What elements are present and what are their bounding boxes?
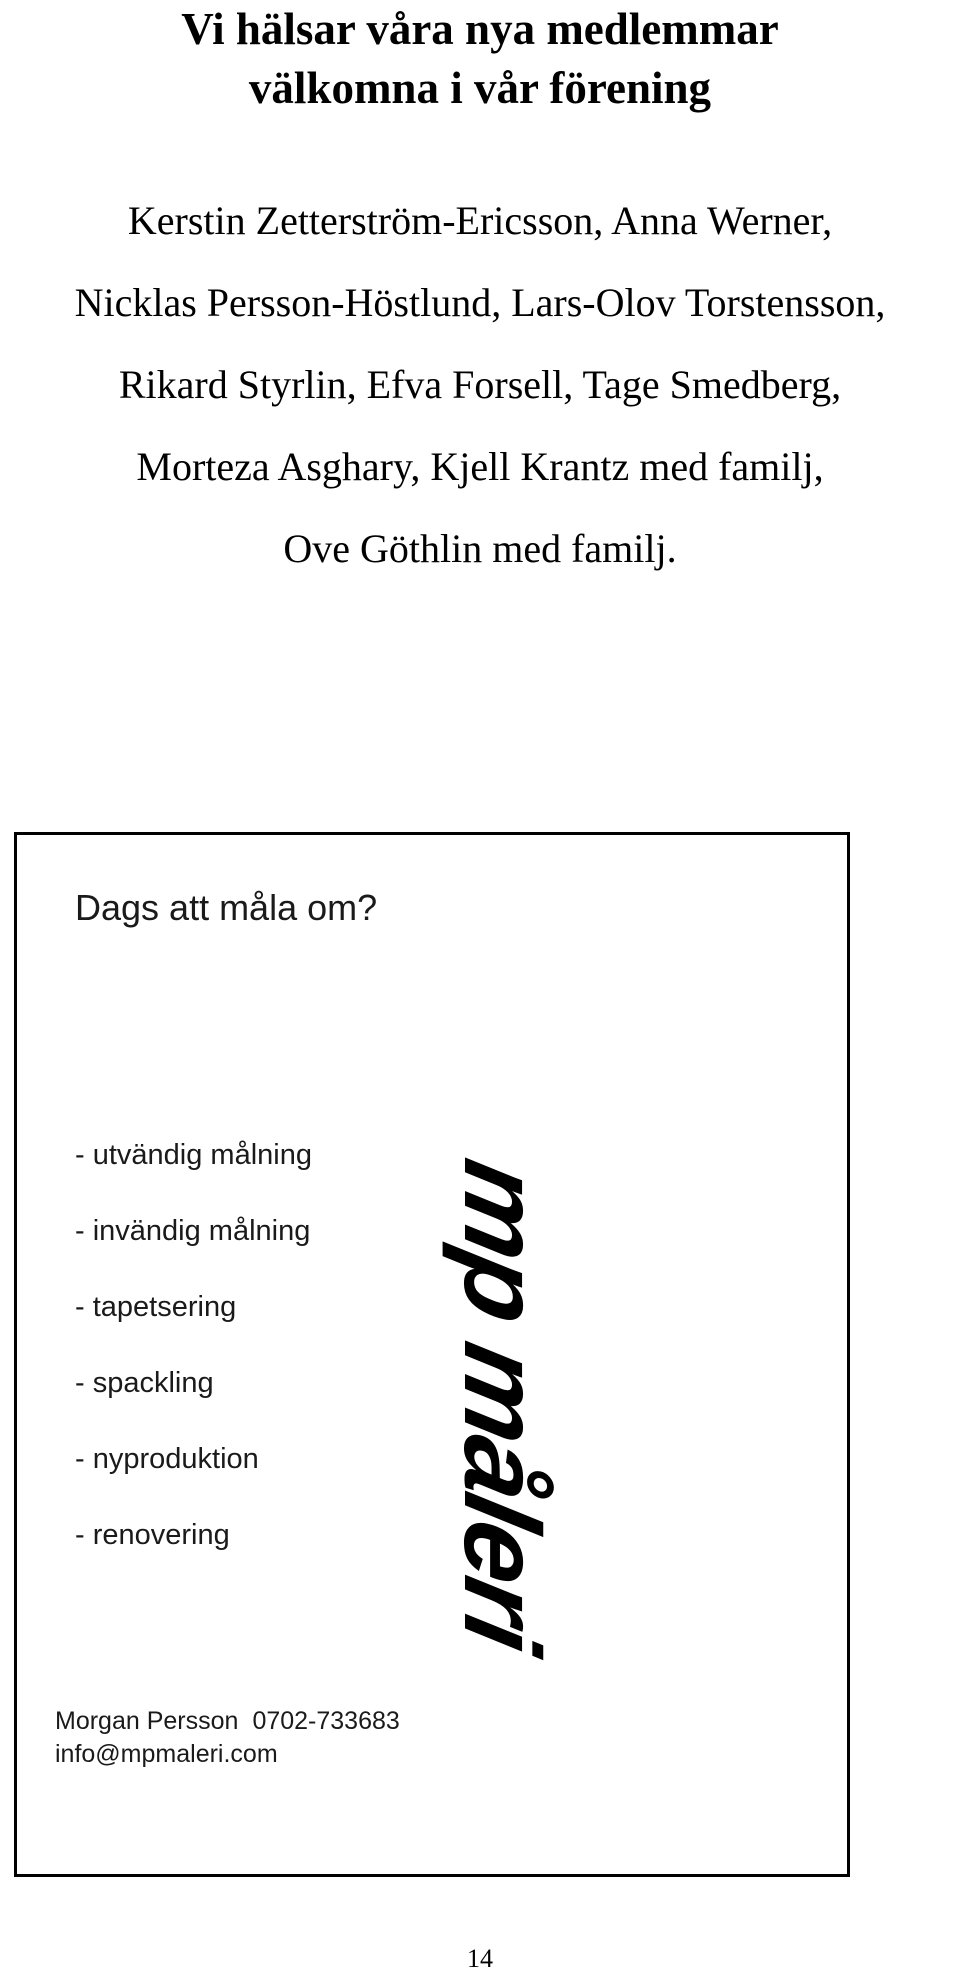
members-line: Rikard Styrlin, Efva Forsell, Tage Smedberg, (118, 362, 842, 407)
page-heading (0, 0, 960, 118)
advertisement-box (14, 832, 850, 1877)
service-item: - utvändig målning (75, 1139, 312, 1171)
company-logo (442, 1120, 563, 1690)
members-line: Nicklas Persson-Höstlund, Lars-Olov Torstensson, (74, 280, 886, 325)
members-line: Kerstin Zetterström-Ericsson, Anna Werner, (127, 198, 833, 243)
members-line: Ove Göthlin med familj. (283, 526, 677, 571)
contact-phone: 0702-733683 (252, 1707, 400, 1735)
page-number: 14 (467, 1944, 493, 1973)
service-item: - tapetsering (75, 1291, 237, 1323)
new-members-list (0, 180, 960, 590)
heading-line-1: Vi hälsar våra nya medlemmar (181, 4, 779, 54)
service-item: - spackling (75, 1367, 214, 1399)
services-list (75, 1117, 312, 1573)
contact-name-phone-line (55, 1705, 400, 1738)
members-line: Morteza Asghary, Kjell Krantz med familj, (136, 444, 824, 489)
heading-line-2: välkomna i vår förening (248, 63, 712, 113)
service-item: - nyproduktion (75, 1443, 259, 1475)
ad-title: Dags att måla om? (75, 887, 378, 928)
contact-email: info@mpmaleri.com (55, 1740, 278, 1768)
service-item: - renovering (75, 1519, 230, 1551)
logo-text: mp måleri (442, 1150, 563, 1660)
service-item: - invändig målning (75, 1215, 311, 1247)
contact-name: Morgan Persson (55, 1707, 239, 1735)
contact-info (55, 1705, 400, 1771)
